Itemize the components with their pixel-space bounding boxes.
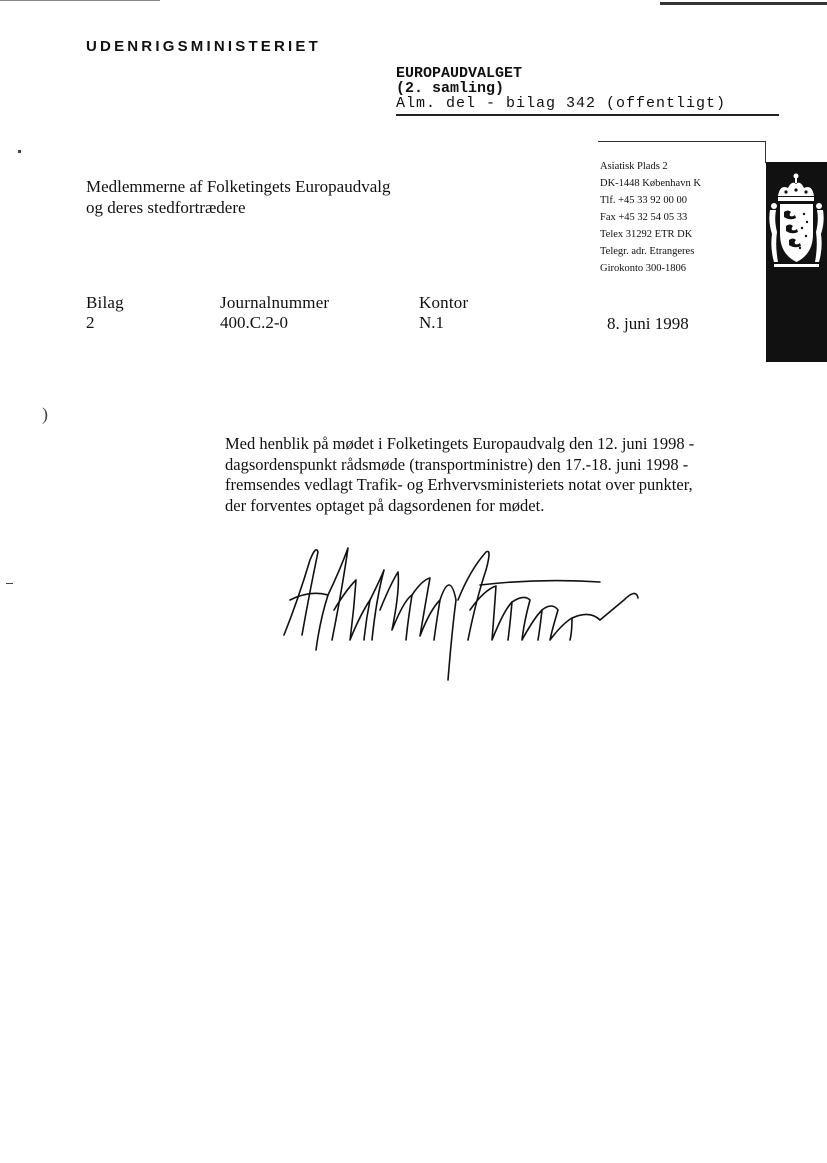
body-line: Med henblik på mødet i Folketingets Europaudvalg den 12. juni 1998 - (225, 434, 695, 453)
body-line: der forventes optaget på dagsordenen for mødet. (225, 495, 545, 515)
address-rule (598, 141, 766, 142)
address-line: Telex 31292 ETR DK (600, 229, 693, 240)
address-line: Fax +45 32 54 05 33 (600, 212, 688, 223)
letter-date: 8. juni 1998 (607, 314, 689, 333)
stamp-underline (396, 114, 779, 116)
royal-crest-panel (766, 162, 827, 362)
stamp-committee: EUROPAUDVALGET (396, 65, 523, 82)
address-line: Asiatisk Plads 2 (600, 161, 668, 172)
kontor-value: N.1 (419, 313, 445, 332)
royal-crest-icon (766, 162, 827, 362)
scan-speck (18, 150, 21, 153)
stamp-reference: Alm. del - bilag 342 (offentligt) (396, 95, 727, 112)
address-line: Girokonto 300-1806 (600, 263, 687, 274)
ministry-name: UDENRIGSMINISTERIET (86, 38, 321, 55)
journal-label: Journalnummer (220, 293, 330, 312)
scan-bracket-mark: ) (42, 404, 48, 424)
ministry-address (600, 158, 701, 277)
scan-speck (6, 583, 13, 584)
bilag-label: Bilag (86, 293, 124, 312)
scan-edge-line (660, 2, 827, 5)
address-line: Telegr. adr. Etrangeres (600, 246, 695, 257)
meta-bilag (86, 293, 124, 333)
journal-value: 400.C.2-0 (220, 313, 288, 332)
recipient-block (86, 176, 391, 218)
body-line: dagsordenspunkt rådsmøde (transportministre) den 17.-18. juni 1998 - (225, 454, 689, 474)
address-line: Tlf. +45 33 92 00 00 (600, 195, 687, 206)
address-line: DK-1448 København K (600, 178, 701, 189)
address-rule (765, 141, 766, 163)
receipt-stamp (396, 66, 726, 111)
meta-journal (220, 293, 329, 333)
handwritten-signature (280, 540, 650, 695)
scan-edge-line (0, 0, 160, 1)
kontor-label: Kontor (419, 293, 469, 312)
recipient-line: og deres stedfortrædere (86, 198, 246, 217)
meta-kontor (419, 293, 468, 333)
body-line: fremsendes vedlagt Trafik- og Erhvervsministeriets notat over punkter, (225, 475, 693, 494)
stamp-session: (2. samling) (396, 80, 505, 97)
recipient-line: Medlemmerne af Folketingets Europaudvalg (86, 177, 391, 196)
letter-body (225, 434, 745, 516)
bilag-value: 2 (86, 313, 95, 332)
